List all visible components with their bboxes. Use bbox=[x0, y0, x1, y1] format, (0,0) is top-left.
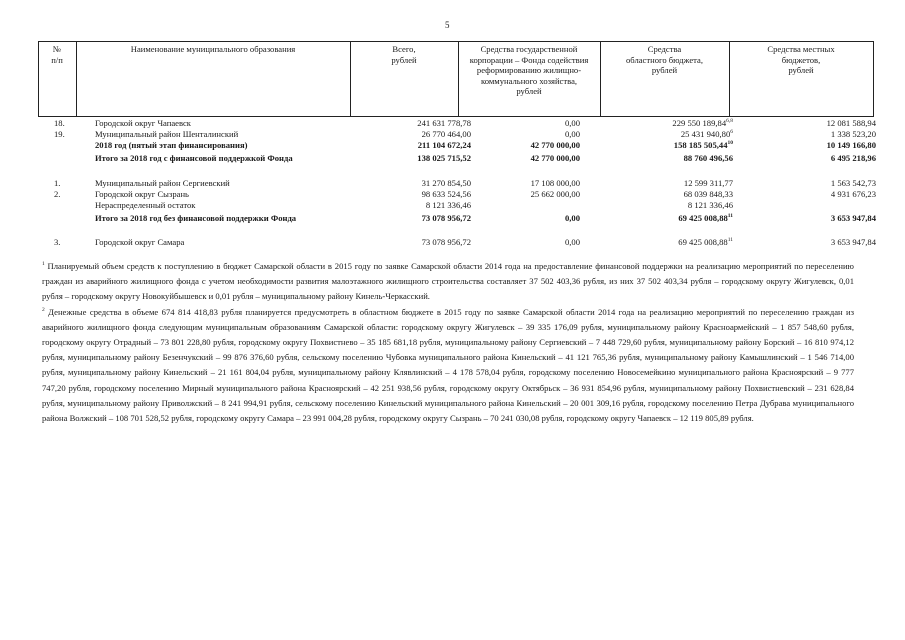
row-fund: 0,00 bbox=[564, 237, 580, 247]
row-fund: 42 770 000,00 bbox=[530, 140, 580, 150]
row-num: 1. bbox=[54, 178, 61, 188]
row-regional: 68 039 848,33 bbox=[683, 189, 733, 199]
row-name: Городской округ Самара bbox=[95, 237, 185, 247]
row-local: 1 563 542,73 bbox=[830, 178, 876, 188]
row-regional: 69 425 008,88$^{11}$ bbox=[678, 237, 733, 247]
row-name: Городской округ Сызрань bbox=[95, 189, 189, 199]
footnote-text: Планируемый объем средств к поступлению в бюджет Самарской области в 2015 году по заявке Самарской области 2014 года на предоставление финансовой поддержки на реализацию мероприятий по переселению граждан из аварийного жилищного фонда с учетом необходимости развития малоэтажного жилищного строительства составляет 37 502 403,36 рубля, из них 37 502 403,34 рубля – городскому округу Жигулевск, 0,01 рубля – городскому округу Новокуйбышевск и 0,01 рубля – муниципальному району Кинель-Черкасский. bbox=[42, 261, 854, 302]
row-regional: 25 431 940,80$^6$ bbox=[680, 129, 733, 139]
header-num: № п/п bbox=[51, 44, 63, 65]
row-regional: 8 121 336,46 bbox=[687, 200, 733, 210]
row-total: 26 770 464,00 bbox=[421, 129, 471, 139]
row-regional: 158 185 505,44$^{10}$ bbox=[673, 140, 733, 150]
row-num: 18. bbox=[54, 118, 65, 128]
footnote-2 bbox=[42, 305, 854, 427]
row-fund: 0,00 bbox=[564, 129, 580, 139]
row-total: 73 078 956,72 bbox=[421, 237, 471, 247]
footnote-mark: 1 bbox=[42, 261, 45, 268]
table-header bbox=[38, 41, 874, 117]
row-local: 12 081 588,94 bbox=[826, 118, 876, 128]
row-total: 211 104 672,24 bbox=[417, 140, 471, 150]
row-name: Итого за 2018 год с финансовой поддержкой Фонда bbox=[95, 153, 293, 163]
row-local: 4 931 676,23 bbox=[830, 189, 876, 199]
footnote-text: Денежные средства в объеме 674 814 418,83 рубля планируется предусмотреть в областном бюджете в 2015 году по заявке Самарской области 2014 года на реализацию мероприятий по переселению граждан из аварийного жилищного фонда следующим муниципальным образованиям Самарской области: городскому округу Жигулевск – 39 335 176,09 рубля, муниципальному району Красноармейский – 1 857 548,60 рубля, городскому округу Отрадный – 73 801 228,80 рубля, городскому округу Похвистнево – 35 185 681,18 рубля, муниципальному району Сергиевский – 7 448 729,60 рубля, муниципальному району Борский – 16 810 974,12 рубля, муниципальному району Безенчукский – 99 876 376,60 рубля, сельскому поселению Чубовка муниципального района Кинельский – 41 121 765,36 рубля, муниципальному району Камышлинский – 1 546 714,00 рубля, муниципальному району Кинельский – 21 161 804,04 рубля, муниципальному району Клявлинский – 4 178 578,04 рубля, городскому поселению Новосемейкино муниципального района Красноярский – 9 777 747,20 рубля, городскому поселению Мирный муниципального района Красноярский – 42 251 938,56 рубля, городскому округу Октябрьск – 36 931 854,96 рубля, муниципальному району Похвистневский – 231 628,84 рубля, муниципальному району Приволжский – 8 241 994,91 рубля, сельскому поселению Кинельский муниципального района Кинельский – 20 001 309,16 рубля, городскому поселению Петра Дубрава муниципального района Волжский – 108 701 528,52 рубля, городскому округу Самара – 23 991 004,28 рубля, городскому округу Сызрань – 70 241 030,08 рубля, городскому округу Чапаевск – 12 119 805,89 рубля. bbox=[42, 306, 855, 424]
header-regional: Средства областного бюджета, рублей bbox=[626, 44, 703, 75]
row-num: 2. bbox=[54, 189, 61, 199]
row-regional: 229 550 189,84$^{6,8}$ bbox=[672, 118, 733, 128]
row-fund: 0,00 bbox=[564, 118, 580, 128]
row-regional: 88 760 496,56 bbox=[683, 153, 733, 163]
header-fund: Средства государственной корпорации – Фонда содействия реформированию жилищно- коммунального хозяйства, рублей bbox=[469, 44, 589, 96]
footnote-mark: 2 bbox=[42, 306, 45, 313]
row-total: 241 631 778,78 bbox=[417, 118, 471, 128]
row-total: 31 270 854,50 bbox=[421, 178, 471, 188]
row-local: 1 338 523,20 bbox=[830, 129, 876, 139]
row-total: 138 025 715,52 bbox=[417, 153, 471, 163]
row-regional: 12 599 311,77 bbox=[683, 178, 733, 188]
row-local: 3 653 947,84 bbox=[830, 213, 876, 223]
row-local: 10 149 166,80 bbox=[826, 140, 876, 150]
row-total: 98 633 524,56 bbox=[421, 189, 471, 199]
row-name: Муниципальный район Шенталинский bbox=[95, 129, 239, 139]
row-fund: 17 108 000,00 bbox=[530, 178, 580, 188]
header-name: Наименование муниципального образования bbox=[130, 44, 296, 54]
row-name: Городской округ Чапаевск bbox=[95, 118, 191, 128]
row-fund: 42 770 000,00 bbox=[530, 153, 580, 163]
row-fund: 0,00 bbox=[564, 213, 580, 223]
header-local: Средства местных бюджетов, рублей bbox=[767, 44, 835, 75]
row-regional: 69 425 008,88$^{11}$ bbox=[678, 213, 733, 223]
row-name: Итого за 2018 год без финансовой поддержки Фонда bbox=[95, 213, 297, 223]
footnote-1 bbox=[42, 259, 854, 305]
row-total: 8 121 336,46 bbox=[425, 200, 471, 210]
row-local: 6 495 218,96 bbox=[830, 153, 876, 163]
header-total: Всего, рублей bbox=[391, 44, 417, 65]
row-name: 2018 год (пятый этап финансирования) bbox=[95, 140, 248, 150]
footnotes bbox=[42, 259, 854, 426]
row-total: 73 078 956,72 bbox=[421, 213, 471, 223]
row-num: 3. bbox=[54, 237, 61, 247]
page-number: 5 bbox=[445, 20, 450, 30]
row-name: Нераспределенный остаток bbox=[95, 200, 196, 210]
row-fund: 25 662 000,00 bbox=[530, 189, 580, 199]
row-num: 19. bbox=[54, 129, 65, 139]
row-name: Муниципальный район Сергиевский bbox=[95, 178, 230, 188]
row-local: 3 653 947,84 bbox=[830, 237, 876, 247]
